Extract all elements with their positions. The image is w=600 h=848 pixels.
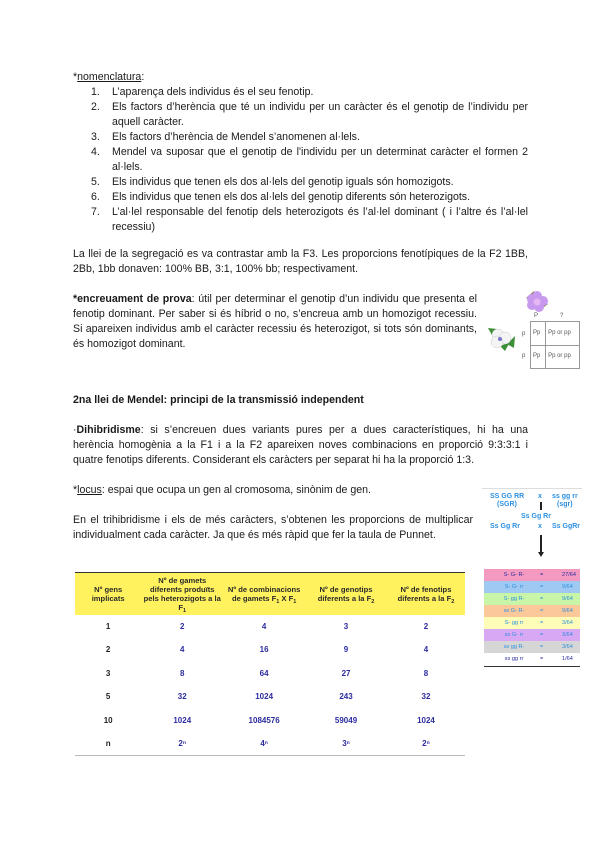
list-item: 7. L’al·lel responsable del fenotip dels heterozigots és l’al·lel dominant ( i l’altre és l’al·lel recessiu) bbox=[91, 206, 528, 233]
dihibridisme-paragraph: ·Dihibridisme: si s’encreuen dues variants pures per a dues característiques, hi ha una herència homogènia a la F1 i a la F2 apareixen noves combinacions en proporció 9:3:3:1 i quatre fenotips diferents. Considerant els caràcters per separat hi ha la proporció 1:3. bbox=[73, 424, 528, 466]
list-item: 6. Els individus que tenen els dos al·lels del genotip diferents són heterozigots. bbox=[91, 191, 471, 203]
punnett-cell: Pp or pp bbox=[546, 345, 580, 369]
phenotype-row: S- G- R- = 27/64 bbox=[484, 569, 580, 581]
encreuament-prova-paragraph: *encreuament de prova: útil per determinar el genotip d’un individu que presenta el fenotip dominant. Per saber si és híbrid o no, s’encreua amb un homozigot recessiu. Si apareixen individus amb el caràcter recessiu és heterozigot, si tots són dominants, és homozigot dominant. bbox=[73, 293, 477, 350]
phenotype-row: ss G- R- = 9/64 bbox=[484, 605, 580, 617]
table-row: 10 1024 1084576 59049 1024 bbox=[103, 715, 435, 725]
list-item: 2. Els factors d’herència que té un individu per un caràcter és el genotip de l’individu per aquell caràcter. bbox=[91, 101, 528, 128]
white-flower-icon bbox=[488, 326, 516, 352]
punnett-left-label: p bbox=[522, 353, 526, 359]
arrow-down-icon bbox=[540, 502, 542, 510]
column-header: Nº de combinacions de gamets $F_1$ X $F_1$ bbox=[223, 573, 305, 615]
list-item: 1. L’aparença dels individus és el seu fenotip. bbox=[91, 86, 314, 98]
phenotype-row: ss gg R- = 3/64 bbox=[484, 641, 580, 653]
table-header-row bbox=[75, 573, 465, 615]
locus-term: locus bbox=[77, 484, 102, 496]
phenotype-row: S- gg R- = 9/64 bbox=[484, 593, 580, 605]
list-item: 3. Els factors d’herència de Mendel s’anomenen al·lels. bbox=[91, 131, 360, 143]
table-row: 3 8 64 27 8 bbox=[105, 668, 429, 678]
dihibridisme-term: Dihibridisme bbox=[76, 424, 141, 436]
mendel-proportions-table bbox=[75, 572, 465, 756]
parent2-genotype: ss gg rr bbox=[552, 493, 578, 500]
punnett-square-figure bbox=[482, 288, 582, 373]
list-item: 4. Mendel va suposar que el genotip de l'individu per un determinat caràcter el formen 2 al·lels. bbox=[91, 146, 528, 173]
punnett-left-label: p bbox=[522, 331, 526, 337]
nomenclatura-section bbox=[73, 70, 528, 235]
punnett-top-label: ? bbox=[560, 313, 564, 319]
parent1-abbr: (SGR) bbox=[497, 501, 517, 508]
punnett-cell: Pp bbox=[531, 345, 546, 369]
list-item: 5. Els individus que tenen els dos al·lels del genotip iguals són homozigots. bbox=[91, 176, 454, 188]
encreuament-prova-term: *encreuament de prova bbox=[73, 293, 192, 305]
segregacio-paragraph: La llei de la segregació es va contrastar amb la F3. Les proporcions fenotípiques de la F2 1BB, 2Bb, 1bb donaven: 100% BB, 3:1, 100% bb; respectivament. bbox=[73, 248, 528, 275]
f1-cross-right: Ss GgRr bbox=[552, 523, 581, 530]
parent2-abbr: (sgr) bbox=[557, 501, 573, 508]
phenotype-row: S- G- rr = 9/64 bbox=[484, 581, 580, 593]
punnett-cell: Pp or pp bbox=[546, 322, 580, 346]
nomenclatura-list bbox=[73, 85, 528, 235]
nomenclatura-heading: *nomenclatura: bbox=[73, 71, 145, 83]
column-header: Nº de genotips diferents a la $F_2$ bbox=[305, 573, 387, 615]
column-header: Nº de gamets diferents produïts pels heterozigots a la $F_1$ bbox=[141, 573, 223, 615]
purple-flower-icon bbox=[524, 290, 550, 312]
phenotype-row: S- gg rr = 3/64 bbox=[484, 617, 580, 629]
arrow-down-icon bbox=[540, 535, 542, 553]
segona-llei-heading: 2na llei de Mendel: principi de la transmissió independent bbox=[73, 394, 364, 406]
trihybrid-cross-diagram bbox=[482, 488, 582, 662]
f1-cross-left: Ss Gg Rr bbox=[490, 523, 520, 530]
parent1-genotype: SS GG RR bbox=[490, 493, 525, 500]
table-row: 5 32 1024 243 32 bbox=[105, 692, 431, 702]
punnett-cell: Pp bbox=[531, 322, 546, 346]
column-header: Nº de fenotips diferents a la $F_2$ bbox=[387, 573, 465, 615]
column-header: Nº gens implicats bbox=[75, 573, 141, 615]
trihibridisme-paragraph: En el trihibridisme i els de més caràcters, s’obtenen les proporcions de multiplicar individualment cada caràcter. Ja que és més ràpid que fer la taula de Punnet. bbox=[73, 514, 473, 541]
phenotype-row: ss gg rr = 1/64 bbox=[484, 653, 580, 665]
cross-symbol: x bbox=[538, 493, 542, 500]
phenotype-row: ss G- rr = 3/64 bbox=[484, 629, 580, 641]
arrow-head-icon bbox=[538, 552, 544, 557]
table-row: 1 2 4 3 2 bbox=[105, 621, 429, 631]
locus-paragraph: *locus: espai que ocupa un gen al cromosoma, sinònim de gen. bbox=[73, 484, 371, 496]
cross-symbol: x bbox=[538, 523, 542, 530]
f1-genotype: Ss Gg Rr bbox=[521, 513, 551, 520]
punnett-grid bbox=[530, 321, 580, 369]
table-row: n 2ⁿ 4ⁿ 3ⁿ 2ⁿ bbox=[75, 732, 465, 756]
table-row: 2 4 16 9 4 bbox=[105, 645, 429, 655]
divider bbox=[484, 666, 580, 667]
punnett-top-label: P bbox=[534, 313, 539, 319]
